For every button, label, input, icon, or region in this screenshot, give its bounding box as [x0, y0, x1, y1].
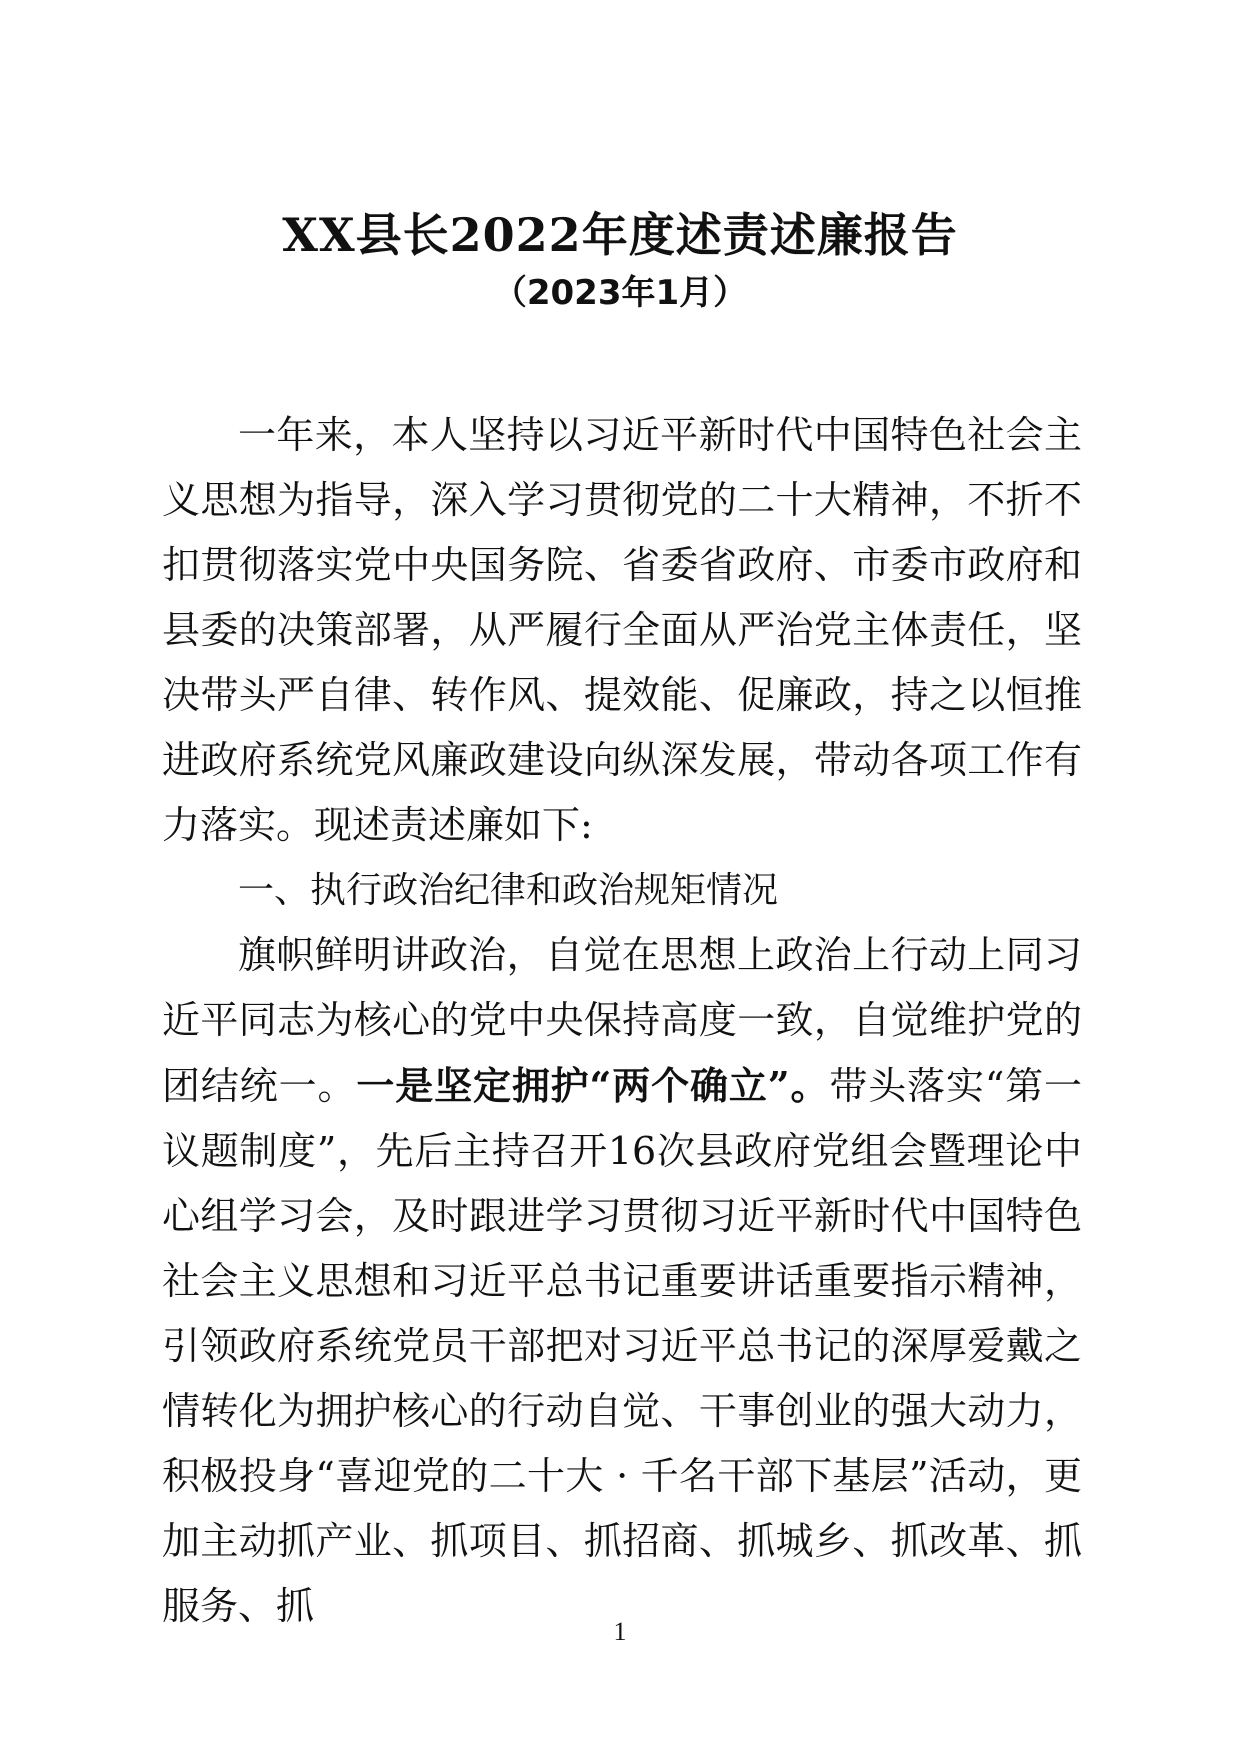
- intro-paragraph: 一年来，本人坚持以习近平新时代中国特色社会主义思想为指导，深入学习贯彻党的二十大精神，不折不扣贯彻落实党中央国务院、省委省政府、市委市政府和县委的决策部署，从严履行全面从严治党主体责任，坚决带头严自律、转作风、提效能、促廉政，持之以恒推进政府系统党风廉政建设向纵深发展，带动各项工作有力落实。现述责述廉如下:: [162, 413, 1082, 847]
- page-number: 1: [613, 1617, 627, 1646]
- document-date-subtitle: （2023年1月）: [492, 273, 748, 313]
- document-title: XX县长2022年度述责述廉报告: [282, 208, 958, 262]
- section-1-text-start: 旗帜鲜明讲政治，自觉在思想上政治上行动上同习近平同志为核心的党中央保持高度一致，自觉维护党的团结统一。: [162, 933, 1082, 1108]
- section-1-paragraph: [162, 923, 1082, 1639]
- section-heading-political-discipline: 一、执行政治纪律和政治规矩情况: [238, 870, 779, 911]
- section-1-text-rest: 带头落实“第一议题制度”，先后主持召开16次县政府党组会暨理论中心组学习会，及时跟进学习贯彻习近平新时代中国特色社会主义思想和习近平总书记重要讲话重要指示精神，引领政府系统党员干部把对习近平总书记的深厚爱戴之情转化为拥护核心的行动自觉、干事创业的强大动力，积极投身“喜迎党的二十大 · 千名干部下基层”活动，更加主动抓产业、抓项目、抓招商、抓城乡、抓改革、抓服务、抓: [162, 1064, 1082, 1628]
- section-1-bold-point: 一是坚定拥护“两个确立”。: [356, 1063, 830, 1108]
- document-body: [162, 403, 1082, 1639]
